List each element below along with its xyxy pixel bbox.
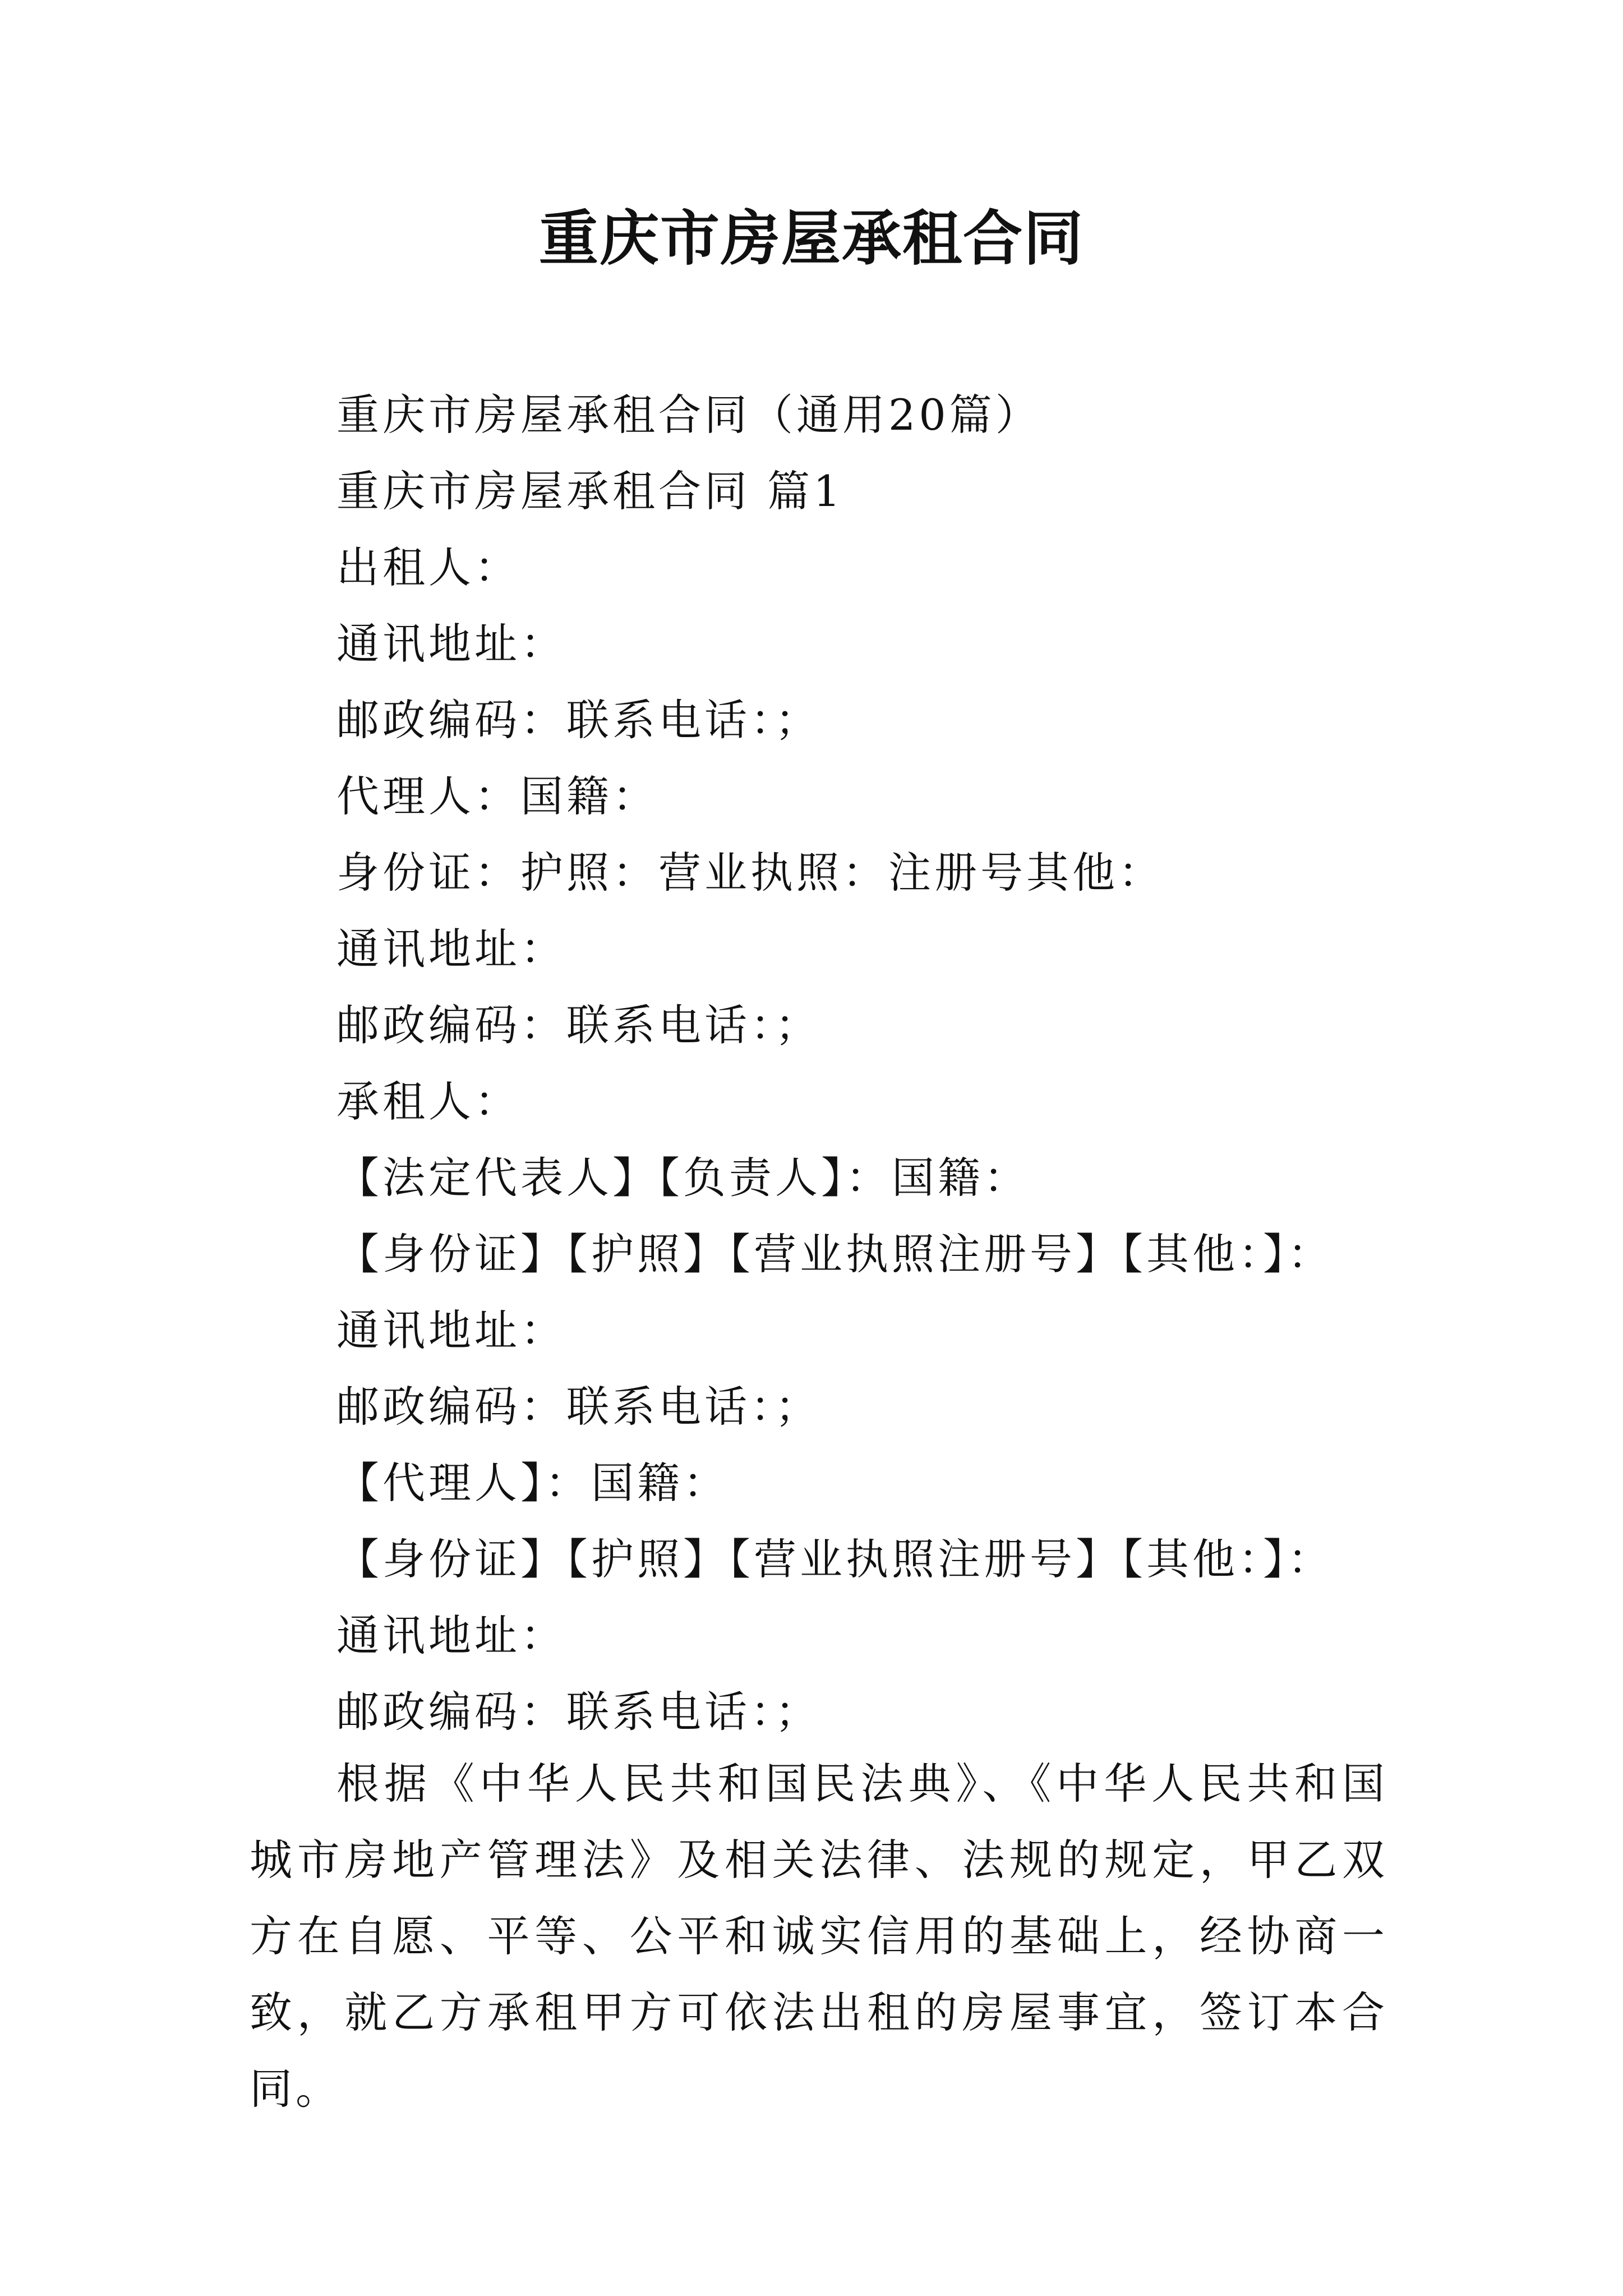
lessee-agent-id-docs-label: 【身份证】【护照】【营业执照注册号】【其他：】： [336,1534,1334,1584]
section-heading: 重庆市房屋承租合同 篇1 [336,466,844,516]
document-body-lines [336,377,1402,1750]
lessee-representative-nationality-label: 【法定代表人】【负责人】：国籍： [336,1153,1030,1203]
lessor-id-docs-label: 身份证：护照：营业执照：注册号其他： [336,848,1164,898]
lessor-postcode-phone-label: 邮政编码：联系电话：； [336,695,821,745]
lessor-label: 出租人： [336,542,520,592]
document-title: 重庆市房屋承租合同 [539,203,1084,273]
lessee-postcode-phone-label: 邮政编码：联系电话：； [336,1382,821,1432]
lessee-agent-nationality-label: 【代理人】：国籍： [336,1458,729,1508]
contract-preamble-paragraph: 根据《中华人民共和国民法典》、《中华人民共和国城市房地产管理法》及相关法律、法规的规定，甲乙双方在自愿、平等、公平和诚实信用的基础上，经协商一致，就乙方承租甲方可依法出租的房屋事宜，签订本合同。 [250,1759,1388,2114]
lessee-agent-address-label: 通讯地址： [336,1611,566,1660]
lessor-agent-nationality-label: 代理人：国籍： [336,771,658,821]
lessor-agent-postcode-phone-label: 邮政编码：联系电话：； [336,1000,821,1050]
lessee-label: 承租人： [336,1076,520,1126]
lessor-address-label: 通讯地址： [336,619,566,669]
lessee-agent-postcode-phone-label: 邮政编码：联系电话：； [336,1687,821,1737]
lessor-agent-address-label: 通讯地址： [336,924,566,974]
lessee-address-label: 通讯地址： [336,1305,566,1355]
lessee-id-docs-label: 【身份证】【护照】【营业执照注册号】【其他：】： [336,1229,1334,1279]
doc-subtitle: 重庆市房屋承租合同（通用20篇） [336,390,1041,440]
